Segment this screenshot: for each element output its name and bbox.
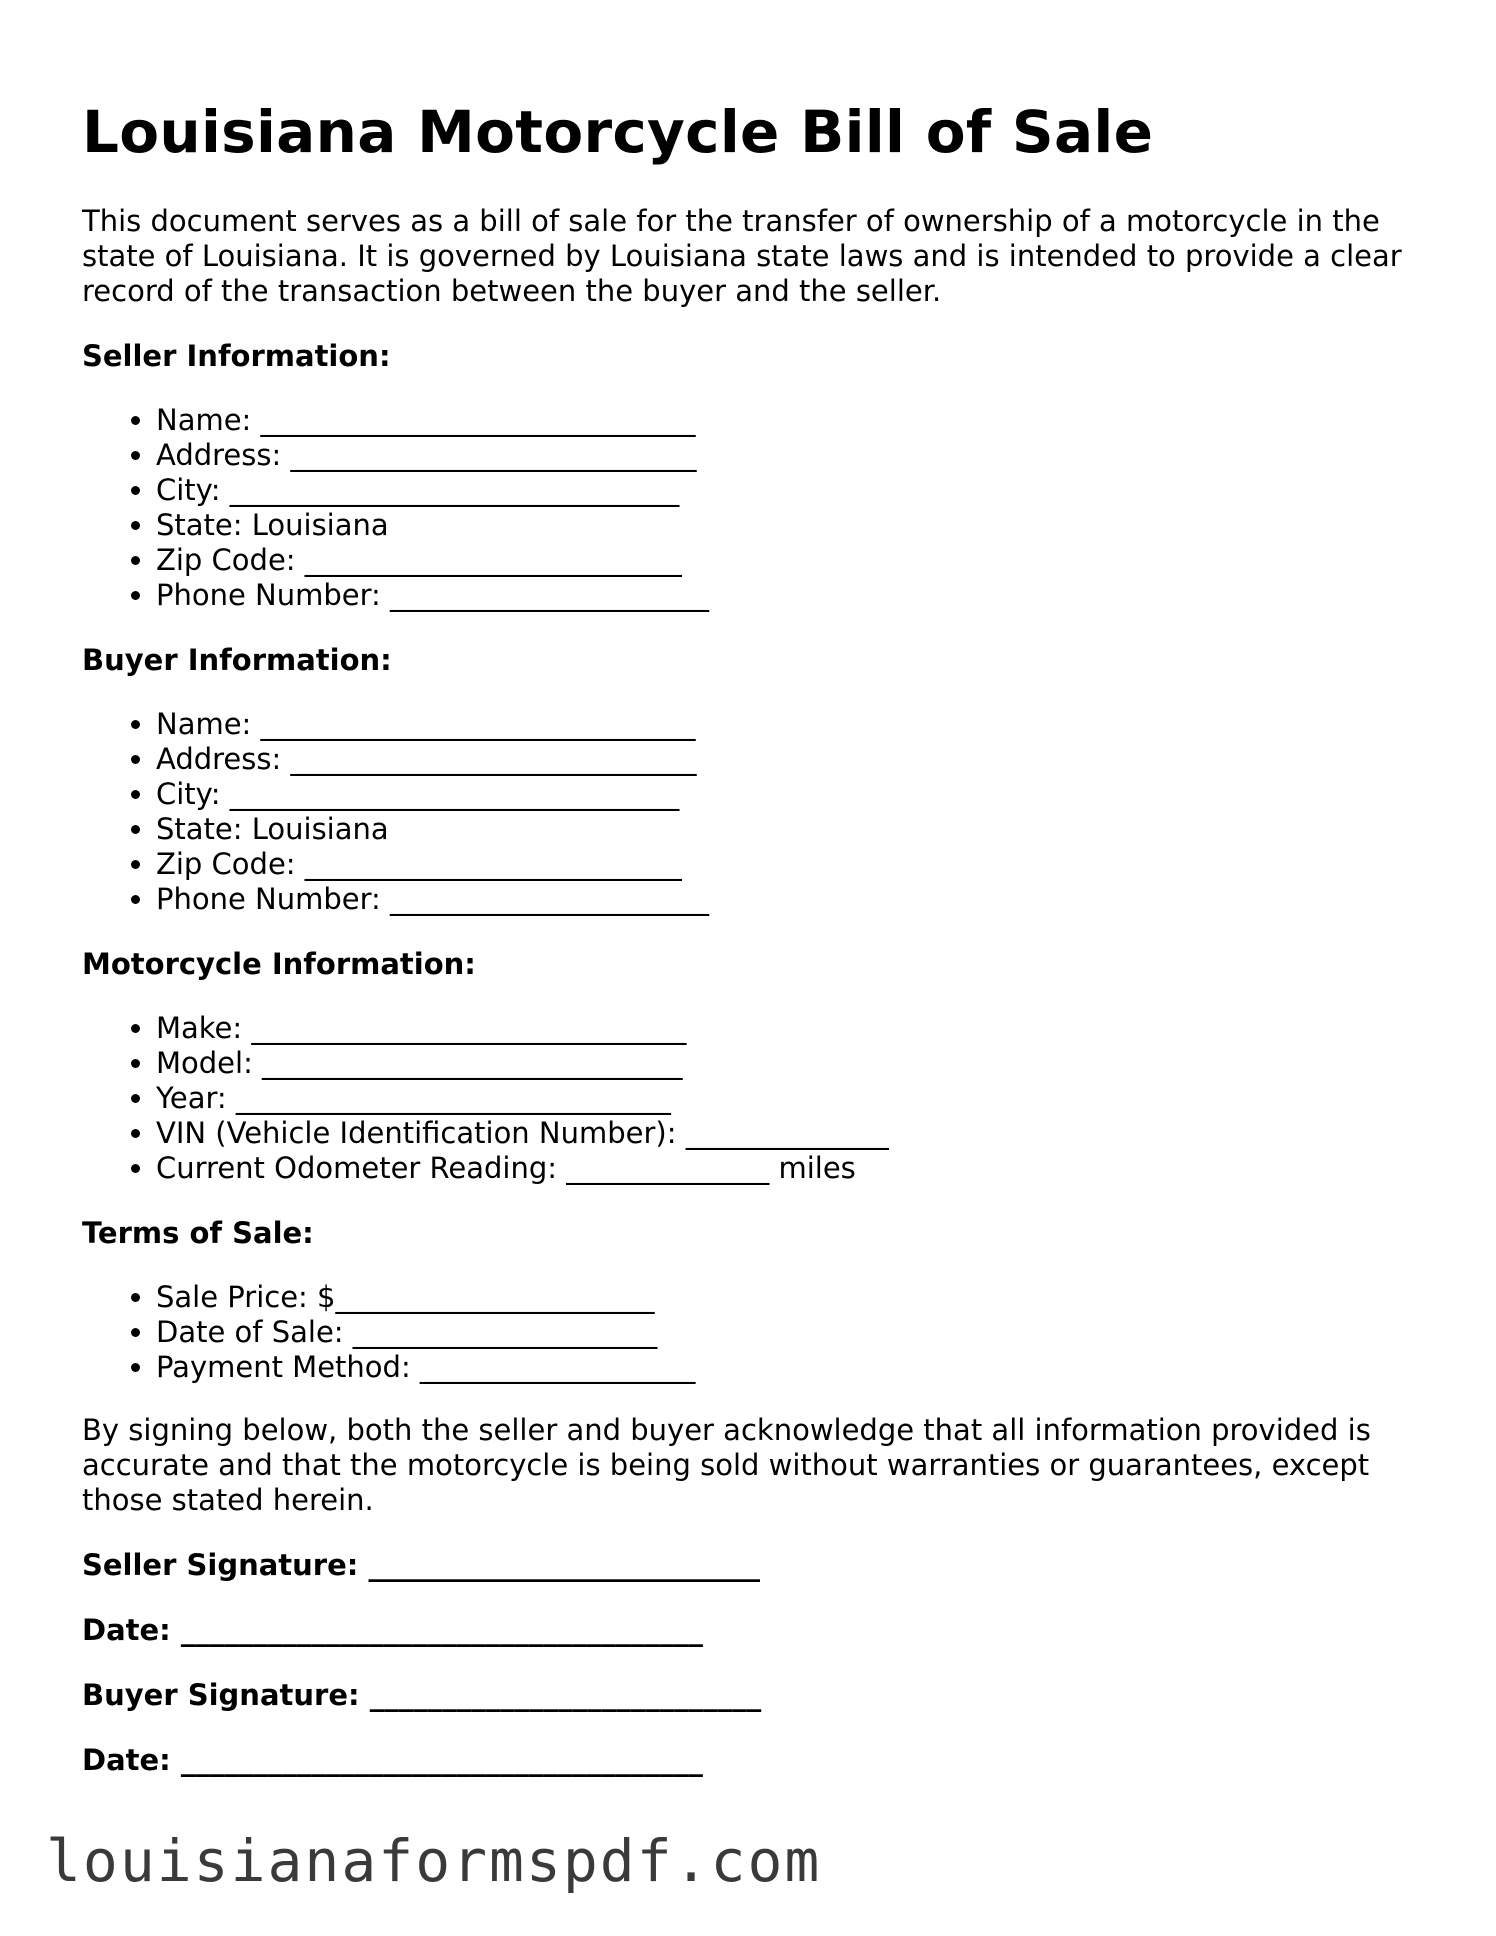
motorcycle-year-field: • Year: ______________________________ <box>156 1081 1422 1116</box>
seller-section-heading: Seller Information: <box>82 338 391 373</box>
motorcycle-field-list <box>82 1011 1422 1186</box>
seller-name-field: • Name: ______________________________ <box>156 403 1422 438</box>
seller-signature-line: Seller Signature: ___________________________ <box>82 1547 760 1582</box>
acknowledgement-paragraph: By signing below, both the seller and buyer acknowledge that all information provided is accurate and that the motorcycle is being sold without warranties or guarantees, except those stated herein. <box>82 1412 1371 1517</box>
motorcycle-vin-field: • VIN (Vehicle Identification Number): ______________ <box>156 1116 1422 1151</box>
page-title: Louisiana Motorcycle Bill of Sale <box>82 98 1154 166</box>
buyer-name-field: • Name: ______________________________ <box>156 707 1422 742</box>
seller-state-field: • State: Louisiana <box>156 508 1422 543</box>
buyer-city-field: • City: _______________________________ <box>156 777 1422 812</box>
seller-phone-field: • Phone Number: ______________________ <box>156 578 1422 613</box>
buyer-address-field: • Address: ____________________________ <box>156 742 1422 777</box>
buyer-date-line: Date: ____________________________________ <box>82 1742 703 1777</box>
buyer-phone-field: • Phone Number: ______________________ <box>156 882 1422 917</box>
buyer-state-field: • State: Louisiana <box>156 812 1422 847</box>
motorcycle-section-heading: Motorcycle Information: <box>82 946 476 981</box>
seller-date-line: Date: ____________________________________ <box>82 1612 703 1647</box>
sale-date-field: • Date of Sale: _____________________ <box>156 1315 1422 1350</box>
buyer-zip-field: • Zip Code: __________________________ <box>156 847 1422 882</box>
site-watermark: louisianaformspdf.com <box>46 1827 822 1895</box>
terms-field-list <box>82 1280 1422 1385</box>
buyer-signature-line: Buyer Signature: ___________________________ <box>82 1677 762 1712</box>
sale-price-field: • Sale Price: $______________________ <box>156 1280 1422 1315</box>
payment-method-field: • Payment Method: ___________________ <box>156 1350 1422 1385</box>
motorcycle-model-field: • Model: _____________________________ <box>156 1046 1422 1081</box>
motorcycle-make-field: • Make: ______________________________ <box>156 1011 1422 1046</box>
intro-paragraph: This document serves as a bill of sale for the transfer of ownership of a motorcycle in the state of Louisiana. It is governed by Louisiana state laws and is intended to provide a clear record of the transaction between the buyer and the seller. <box>82 203 1402 308</box>
buyer-section-heading: Buyer Information: <box>82 642 392 677</box>
document-page <box>82 98 1422 1778</box>
motorcycle-odometer-field: • Current Odometer Reading: ______________ miles <box>156 1151 1422 1186</box>
seller-field-list <box>82 403 1422 613</box>
seller-address-field: • Address: ____________________________ <box>156 438 1422 473</box>
terms-section-heading: Terms of Sale: <box>82 1215 314 1250</box>
buyer-field-list <box>82 707 1422 917</box>
seller-city-field: • City: _______________________________ <box>156 473 1422 508</box>
seller-zip-field: • Zip Code: __________________________ <box>156 543 1422 578</box>
